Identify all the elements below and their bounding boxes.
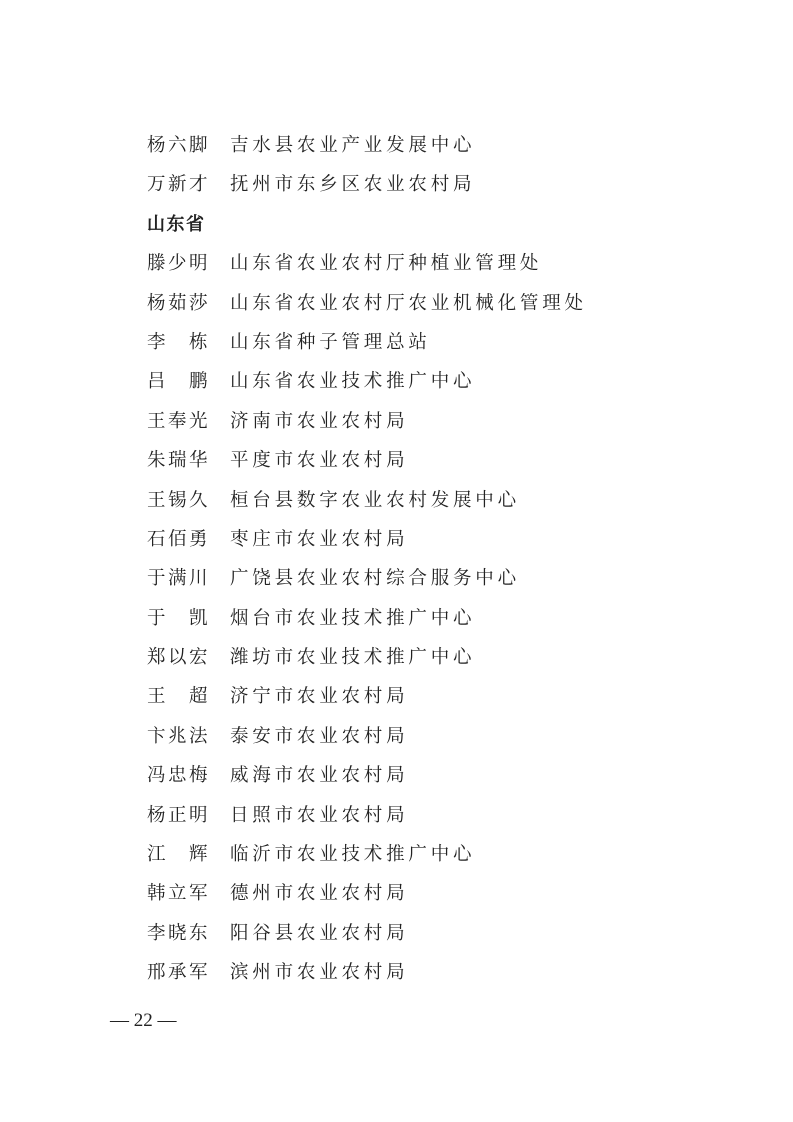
list-item [147, 763, 587, 802]
organization: 济宁市农业农村局 [230, 686, 409, 708]
person-name: 滕少明 [147, 253, 211, 275]
list-item [147, 330, 587, 369]
name-list [147, 133, 587, 1000]
list-item [147, 842, 587, 881]
person-name: 于满川 [147, 568, 211, 590]
organization: 广饶县农业农村综合服务中心 [230, 568, 520, 590]
section-heading: 山东省 [147, 213, 206, 235]
person-name: 杨正明 [147, 804, 211, 826]
person-name: 江 辉 [147, 844, 211, 866]
list-item [147, 251, 587, 290]
person-name: 李 栋 [147, 331, 211, 353]
person-name: 朱瑞华 [147, 450, 211, 472]
person-name: 郑以宏 [147, 647, 211, 669]
list-item [147, 724, 587, 763]
list-item [147, 566, 587, 605]
person-name: 王奉光 [147, 410, 211, 432]
organization: 泰安市农业农村局 [230, 725, 409, 747]
organization: 抚州市东乡区农业农村局 [230, 174, 476, 196]
organization: 日照市农业农村局 [230, 804, 409, 826]
person-name: 杨六脚 [147, 135, 211, 156]
person-name: 石佰勇 [147, 528, 211, 550]
list-item [147, 960, 587, 999]
organization: 平度市农业农村局 [230, 450, 409, 472]
person-name: 吕 鹏 [147, 371, 211, 393]
person-name: 王锡久 [147, 489, 211, 511]
list-item [147, 527, 587, 566]
organization: 山东省农业技术推广中心 [230, 371, 476, 393]
person-name: 李晓东 [147, 922, 211, 944]
person-name: 韩立军 [147, 883, 211, 905]
list-item [147, 645, 587, 684]
organization: 潍坊市农业技术推广中心 [230, 647, 476, 669]
organization: 阳谷县农业农村局 [230, 922, 409, 944]
organization: 山东省农业农村厅农业机械化管理处 [230, 292, 587, 314]
organization: 济南市农业农村局 [230, 410, 409, 432]
organization: 德州市农业农村局 [230, 883, 409, 905]
person-name: 冯忠梅 [147, 765, 211, 787]
organization: 山东省种子管理总站 [230, 331, 431, 353]
person-name: 邢承军 [147, 962, 211, 984]
organization: 吉水县农业产业发展中心 [230, 135, 476, 156]
list-item [147, 488, 587, 527]
organization: 桓台县数字农业农村发展中心 [230, 489, 520, 511]
list-item [147, 369, 587, 408]
organization: 临沂市农业技术推广中心 [230, 844, 476, 866]
person-name: 万新才 [147, 174, 211, 196]
organization: 枣庄市农业农村局 [230, 528, 409, 550]
list-item [147, 921, 587, 960]
page-number: — 22 — [110, 1010, 177, 1031]
list-item [147, 172, 587, 211]
person-name: 杨茹莎 [147, 292, 211, 314]
person-name: 卞兆法 [147, 725, 211, 747]
list-item [147, 606, 587, 645]
list-item [147, 684, 587, 723]
organization: 山东省农业农村厅种植业管理处 [230, 253, 543, 275]
list-item [147, 803, 587, 842]
organization: 滨州市农业农村局 [230, 962, 409, 984]
list-item [147, 291, 587, 330]
list-item [147, 881, 587, 920]
person-name: 王 超 [147, 686, 211, 708]
list-item [147, 448, 587, 487]
person-name: 于 凯 [147, 607, 211, 629]
list-item [147, 409, 587, 448]
organization: 威海市农业农村局 [230, 765, 409, 787]
organization: 烟台市农业技术推广中心 [230, 607, 476, 629]
list-item [147, 133, 587, 172]
